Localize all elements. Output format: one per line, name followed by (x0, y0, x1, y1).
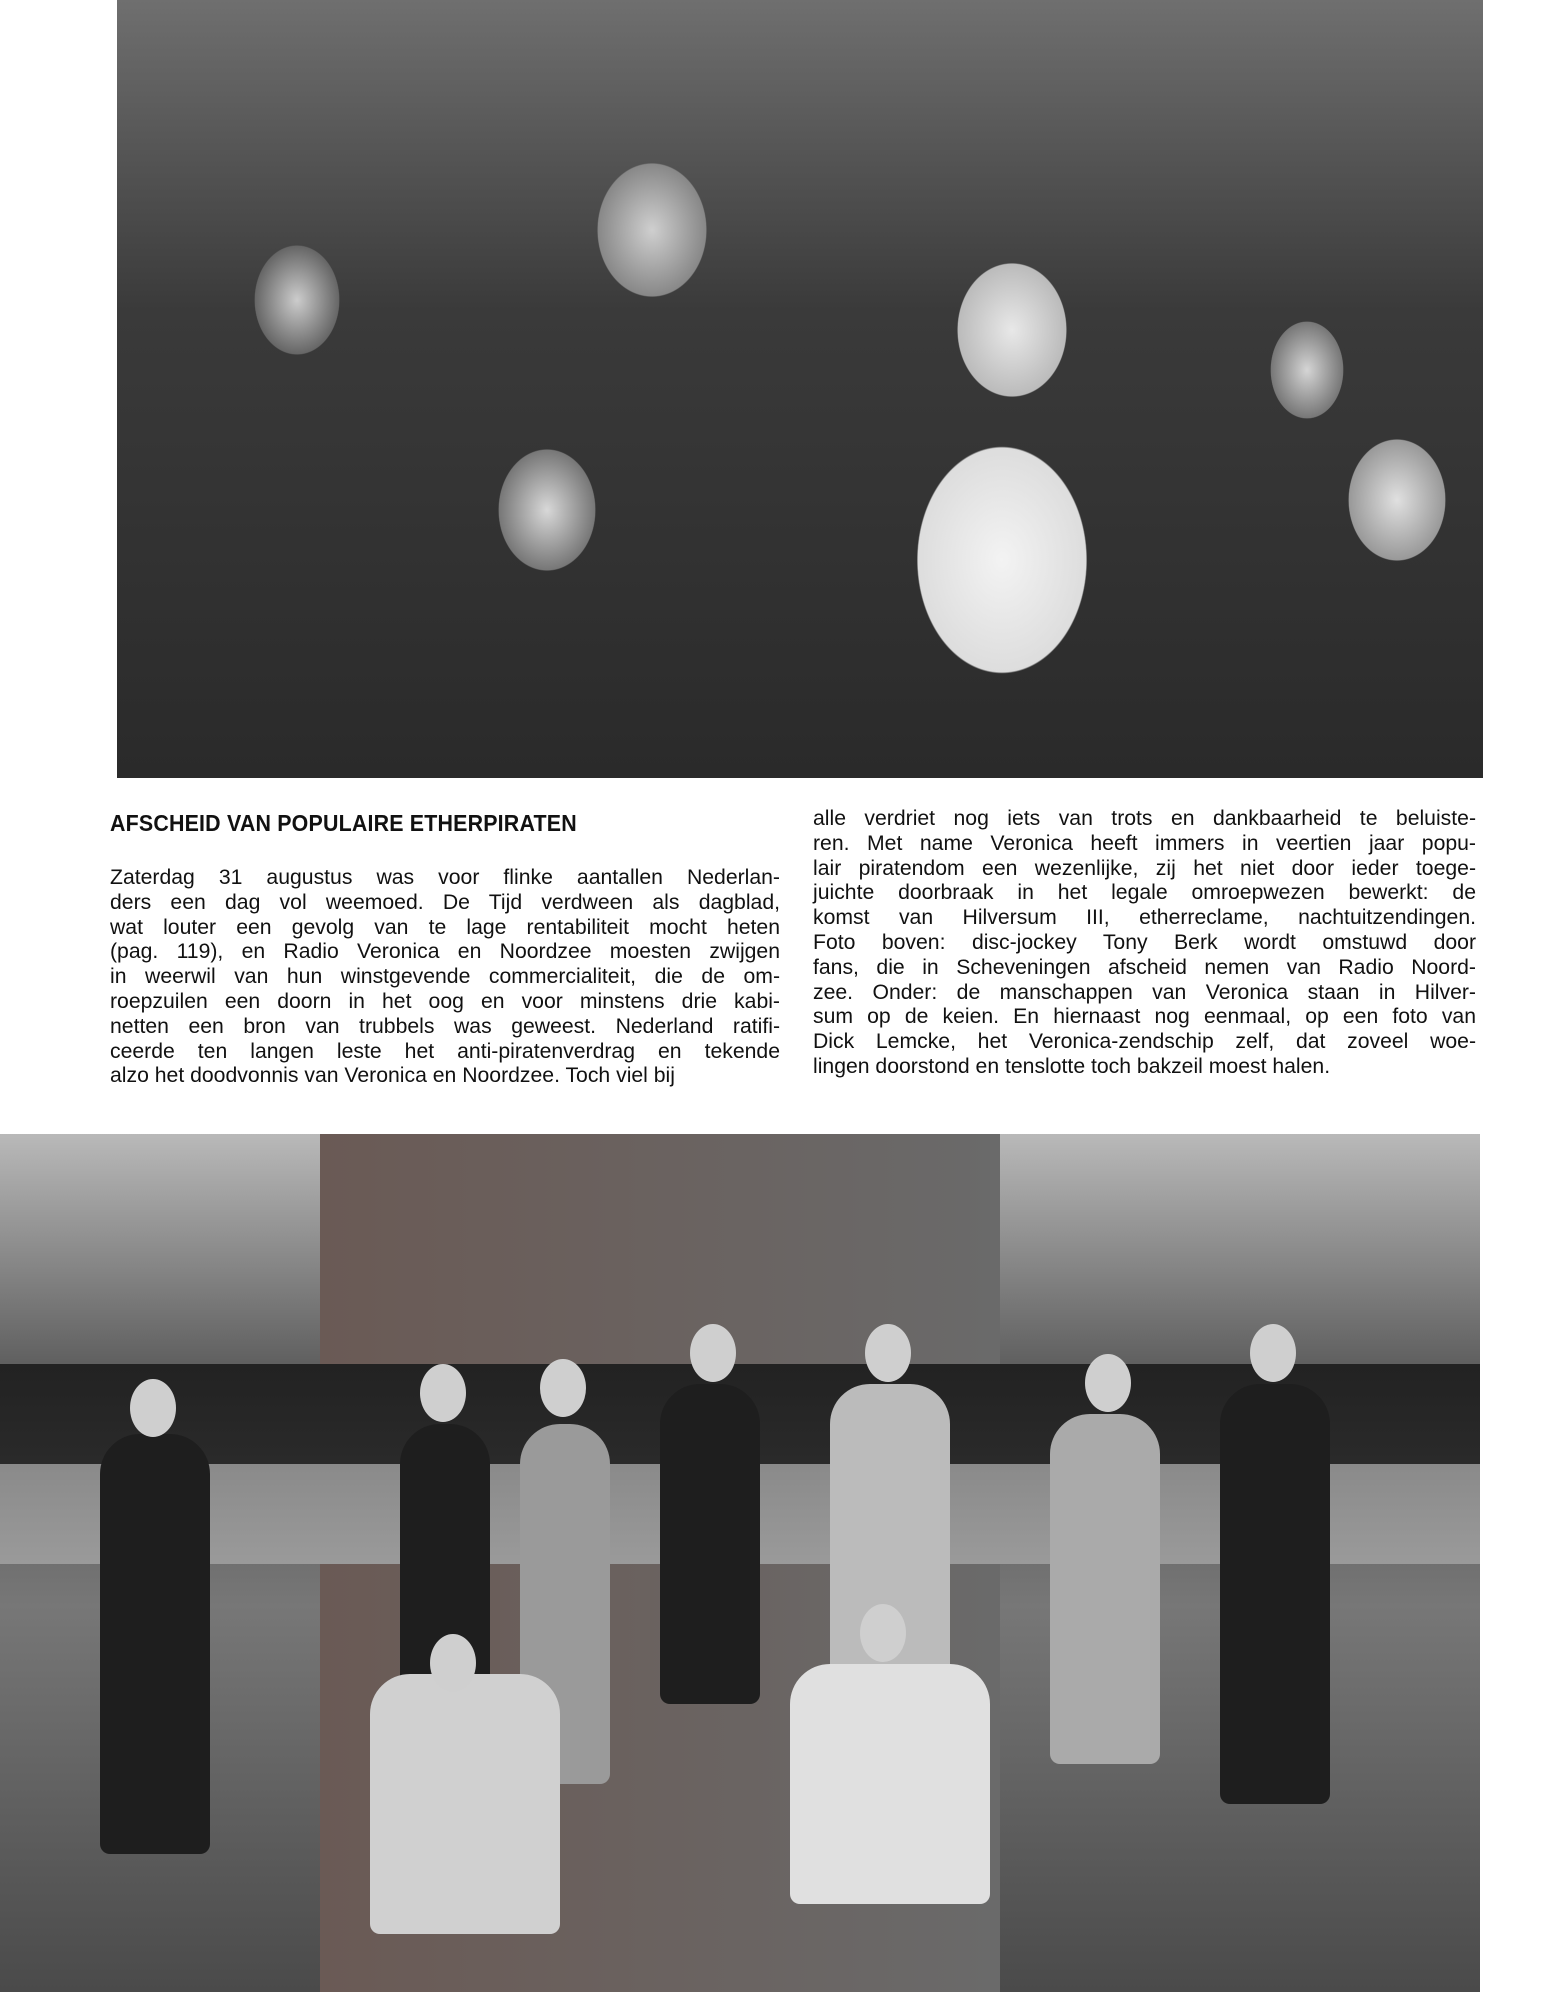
article-text-line: lair piratendom een wezenlijke, zij het niet door ieder toege- (813, 856, 1476, 880)
photo-veronica-crew-hilversum (0, 1134, 1480, 1992)
photo-figure-head (1250, 1324, 1296, 1382)
photo-crowd-fans-tony-berk (117, 0, 1483, 778)
article-text-line: juichte doorbraak in het legale omroepwezen bewerkt: de (813, 881, 1476, 905)
photo-figure-head (860, 1604, 906, 1662)
article-text-line: fans, die in Scheveningen afscheid nemen van Radio Noord- (813, 955, 1476, 979)
article-text-line: (pag. 119), en Radio Veronica en Noordzee moesten zwijgen (110, 940, 780, 964)
photo-figure (660, 1384, 760, 1704)
article-text-line: wat louter een gevolg van te lage rentabiliteit mocht heten (110, 915, 780, 939)
photo-figure (790, 1664, 990, 1904)
article-text-line: Foto boven: disc-jockey Tony Berk wordt omstuwd door (813, 930, 1476, 954)
photo-figure-head (130, 1379, 176, 1437)
photo-figure-head (690, 1324, 736, 1382)
photo-figure (370, 1674, 560, 1934)
photo-figure-head (540, 1359, 586, 1417)
article-body-left-column (110, 866, 780, 1089)
article-text-line: alzo het doodvonnis van Veronica en Noordzee. Toch viel bij (110, 1064, 675, 1088)
photo-figure (1220, 1384, 1330, 1804)
article-text-line: sum op de keien. En hiernaast nog eenmaal, op een foto van (813, 1005, 1476, 1029)
photo-figure (100, 1434, 210, 1854)
article-heading: AFSCHEID VAN POPULAIRE ETHERPIRATEN (110, 810, 577, 836)
article-text-line: Dick Lemcke, het Veronica-zendschip zelf, dat zoveel woe- (813, 1030, 1476, 1054)
article-text-line: komst van Hilversum III, etherreclame, nachtuitzendingen. (813, 906, 1476, 930)
article-text-line: ren. Met name Veronica heeft immers in veertien jaar popu- (813, 831, 1476, 855)
article-text-line: alle verdriet nog iets van trots en dankbaarheid te beluiste- (813, 807, 1476, 830)
article-text-line: in weerwil van hun winstgevende commercialiteit, die de om- (110, 965, 780, 989)
article-text-line: netten een bron van trubbels was geweest. Nederland ratifi- (110, 1014, 780, 1038)
article-text-line: Zaterdag 31 augustus was voor flinke aantallen Nederlan- (110, 866, 780, 889)
photo-figure-head (865, 1324, 911, 1382)
article-text-line: roepzuilen een doorn in het oog en voor minstens drie kabi- (110, 989, 780, 1013)
article-text-line: ceerde ten langen leste het anti-piratenverdrag en tekende (110, 1039, 780, 1063)
article-text-line: lingen doorstond en tenslotte toch bakzeil moest halen. (813, 1054, 1331, 1078)
article-body-right-column (813, 807, 1476, 1080)
photo-figure-head (1085, 1354, 1131, 1412)
article-text-line: ders een dag vol weemoed. De Tijd verdween als dagblad, (110, 890, 780, 914)
photo-figure-head (420, 1364, 466, 1422)
article-text-line: zee. Onder: de manschappen van Veronica staan in Hilver- (813, 980, 1476, 1004)
photo-figure (1050, 1414, 1160, 1764)
photo-figure-head (430, 1634, 476, 1692)
